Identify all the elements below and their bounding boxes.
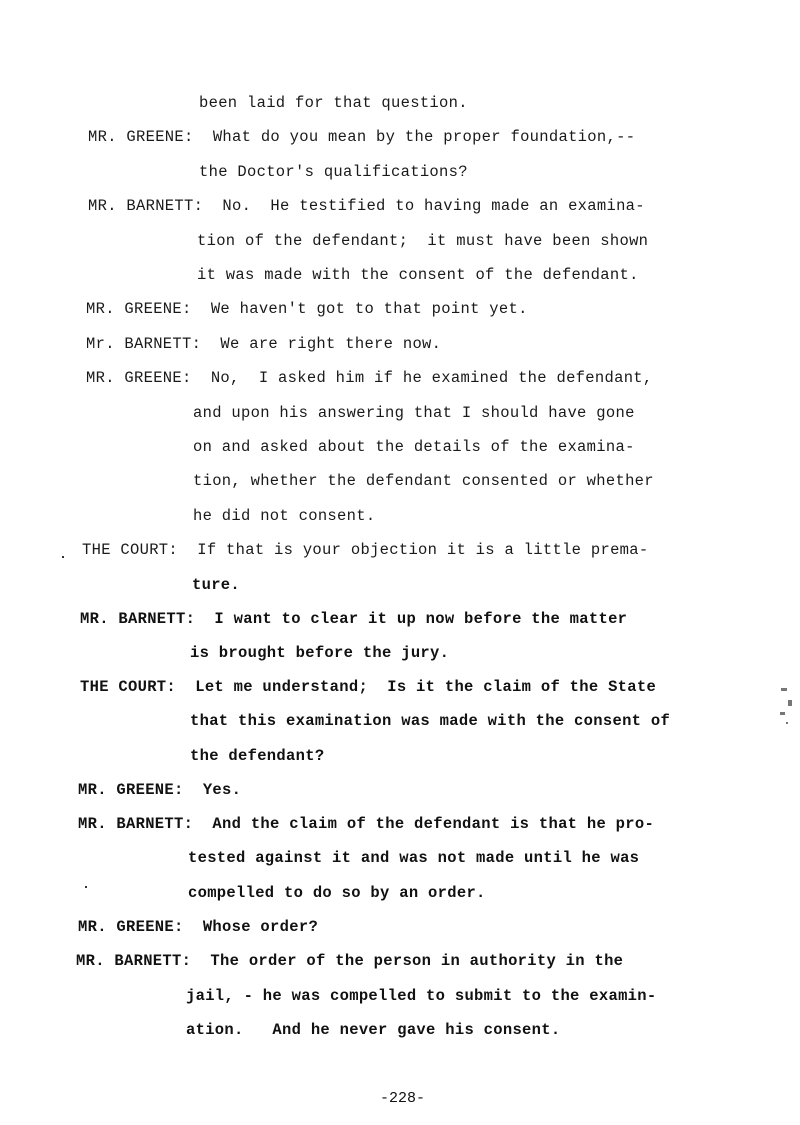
speaker-label: Mr. BARNETT: (86, 335, 202, 353)
speaker-label: MR. GREENE: (86, 300, 192, 318)
line-text: ation. And he never gave his consent. (186, 1021, 561, 1039)
line-text: We are right there now. (201, 335, 442, 353)
speaker-label: MR. BARNETT: (80, 610, 196, 628)
transcript-line-speaker (88, 197, 645, 215)
speaker-label: THE COURT: (80, 678, 177, 696)
transcript-line-speaker (78, 918, 318, 936)
line-text: Whose order? (183, 918, 319, 936)
speaker-label: MR. GREENE: (78, 781, 184, 799)
line-text: We haven't got to that point yet. (191, 300, 528, 318)
line-text: is brought before the jury. (190, 644, 450, 662)
transcript-line-continuation (190, 644, 449, 662)
line-text: What do you mean by the proper foundation,-- (193, 128, 636, 146)
line-text: No, I asked him if he examined the defendant, (191, 369, 653, 387)
speaker-label: MR. BARNETT: (78, 815, 194, 833)
transcript-line-continuation (192, 576, 240, 594)
transcript-line-speaker (86, 300, 528, 318)
speaker-label: MR. GREENE: (86, 369, 192, 387)
line-text: And the claim of the defendant is that he pro- (193, 815, 655, 833)
line-text: on and asked about the details of the examina- (193, 438, 635, 456)
transcript-line-continuation (186, 1021, 560, 1039)
line-text: If that is your objection it is a little prema- (178, 541, 649, 559)
speaker-label: MR. GREENE: (78, 918, 184, 936)
line-text: compelled to do so by an order. (188, 884, 486, 902)
line-text: No. He testified to having made an examina- (203, 197, 645, 215)
line-text: he did not consent. (193, 507, 376, 525)
transcript-line-continuation (193, 507, 375, 525)
line-text: Yes. (183, 781, 242, 799)
transcript-line-continuation (188, 884, 486, 902)
transcript-line-speaker (82, 541, 649, 559)
transcript-line-continuation (197, 232, 648, 250)
transcript-line-continuation (193, 472, 654, 490)
transcript-line-speaker (88, 128, 635, 146)
speaker-label: MR. BARNETT: (88, 197, 204, 215)
transcript-line-continuation (186, 987, 656, 1005)
line-text: the defendant? (190, 747, 325, 765)
transcript-line-speaker (86, 369, 653, 387)
transcript-line-speaker (80, 610, 627, 628)
line-text: the Doctor's qualifications? (199, 163, 468, 181)
line-text: that this examination was made with the consent of (190, 712, 671, 730)
speaker-label: MR. BARNETT: (76, 952, 192, 970)
line-text: tion of the defendant; it must have been shown (197, 232, 649, 250)
line-text: it was made with the consent of the defendant. (197, 266, 639, 284)
transcript-line-speaker (78, 815, 654, 833)
transcript-line-continuation (199, 163, 468, 181)
scan-speck (85, 886, 87, 888)
line-text: ture. (192, 576, 241, 594)
transcript-line-continuation (193, 438, 635, 456)
line-text: I want to clear it up now before the matter (195, 610, 628, 628)
transcript-line-continuation (190, 712, 670, 730)
speaker-label: MR. GREENE: (88, 128, 194, 146)
transcript-line-continuation (188, 849, 639, 867)
transcript-line-speaker (78, 781, 241, 799)
scan-speck (786, 722, 788, 724)
speaker-label: THE COURT: (82, 541, 179, 559)
scan-speck (788, 700, 792, 706)
transcript-line-speaker (86, 335, 441, 353)
scan-speck (62, 556, 64, 558)
page-number: -228- (380, 1090, 426, 1107)
scan-speck (780, 712, 785, 715)
transcript-line-continuation (193, 404, 635, 422)
line-text: Let me understand; Is it the claim of the State (176, 678, 657, 696)
transcript-line-continuation (197, 266, 639, 284)
transcript-line-speaker (76, 952, 623, 970)
transcript-line-speaker (80, 678, 656, 696)
line-text: been laid for that question. (199, 94, 468, 112)
transcript-line-continuation (190, 747, 324, 765)
line-text: tested against it and was not made until he was (188, 849, 640, 867)
line-text: The order of the person in authority in the (191, 952, 624, 970)
line-text: tion, whether the defendant consented or whether (193, 472, 654, 490)
transcript-line-continuation (199, 94, 468, 112)
line-text: jail, - he was compelled to submit to the examin- (186, 987, 657, 1005)
line-text: and upon his answering that I should have gone (193, 404, 635, 422)
scan-speck (781, 688, 787, 691)
